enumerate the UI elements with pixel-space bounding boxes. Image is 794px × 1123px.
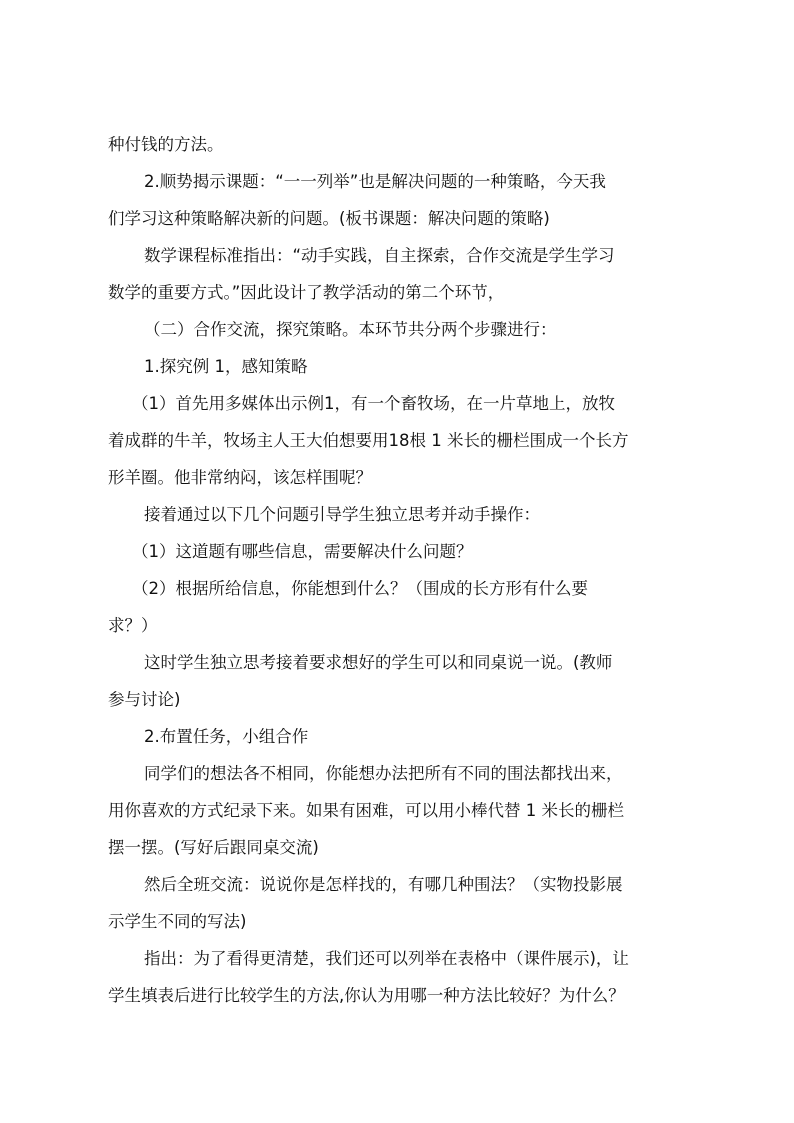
text-line: （2）根据所给信息，你能想到什么？（围成的长方形有什么要 [132, 579, 588, 598]
text-line: 然后全班交流：说说你是怎样找的，有哪几种围法？（实物投影展 [144, 875, 623, 894]
text-line: 1.探究例 1，感知策略 [144, 357, 308, 376]
text-line: 求？） [108, 616, 158, 635]
text-line: （1）这道题有哪些信息，需要解决什么问题？ [132, 542, 473, 561]
text-line: 指出：为了看得更清楚，我们还可以列举在表格中（课件展示)，让 [144, 949, 629, 968]
text-line: 数学课程标准指出：“动手实践，自主探索，合作交流是学生学习 [144, 246, 615, 265]
text-line: 用你喜欢的方式纪录下来。如果有困难，可以用小棒代替 1 米长的栅栏 [108, 801, 624, 820]
text-line: 形羊圈。他非常纳闷，该怎样围呢？ [108, 468, 372, 487]
text-line: 同学们的想法各不相同，你能想办法把所有不同的围法都找出来， [144, 764, 623, 783]
text-line: 摆一摆。(写好后跟同桌交流) [108, 838, 319, 857]
text-line: （1）首先用多媒体出示例1，有一个畜牧场，在一片草地上，放牧 [132, 394, 615, 413]
text-line: 2.顺势揭示课题：“一一列举”也是解决问题的一种策略，今天我 [144, 172, 606, 191]
text-line: 数学的重要方式。”因此设计了教学活动的第二个环节， [108, 283, 505, 302]
text-line: 2.布置任务，小组合作 [144, 727, 309, 746]
text-line: 这时学生独立思考接着要求想好的学生可以和同桌说一说。(教师 [144, 653, 613, 672]
document-page [108, 126, 698, 1014]
text-line: 种付钱的方法。 [108, 135, 224, 154]
text-line: 们学习这种策略解决新的问题。(板书课题：解决问题的策略) [108, 209, 550, 228]
text-line: 示学生不同的写法) [108, 912, 247, 931]
text-line: （二）合作交流，探究策略。本环节共分两个步骤进行： [144, 320, 557, 339]
text-line: 接着通过以下几个问题引导学生独立思考并动手操作： [144, 505, 540, 524]
text-line: 学生填表后进行比较学生的方法,你认为用哪一种方法比较好？为什么？ [108, 986, 625, 1005]
text-line: 参与讨论) [108, 690, 181, 709]
text-line: 着成群的牛羊，牧场主人王大伯想要用18根 1 米长的栅栏围成一个长方 [108, 431, 629, 450]
